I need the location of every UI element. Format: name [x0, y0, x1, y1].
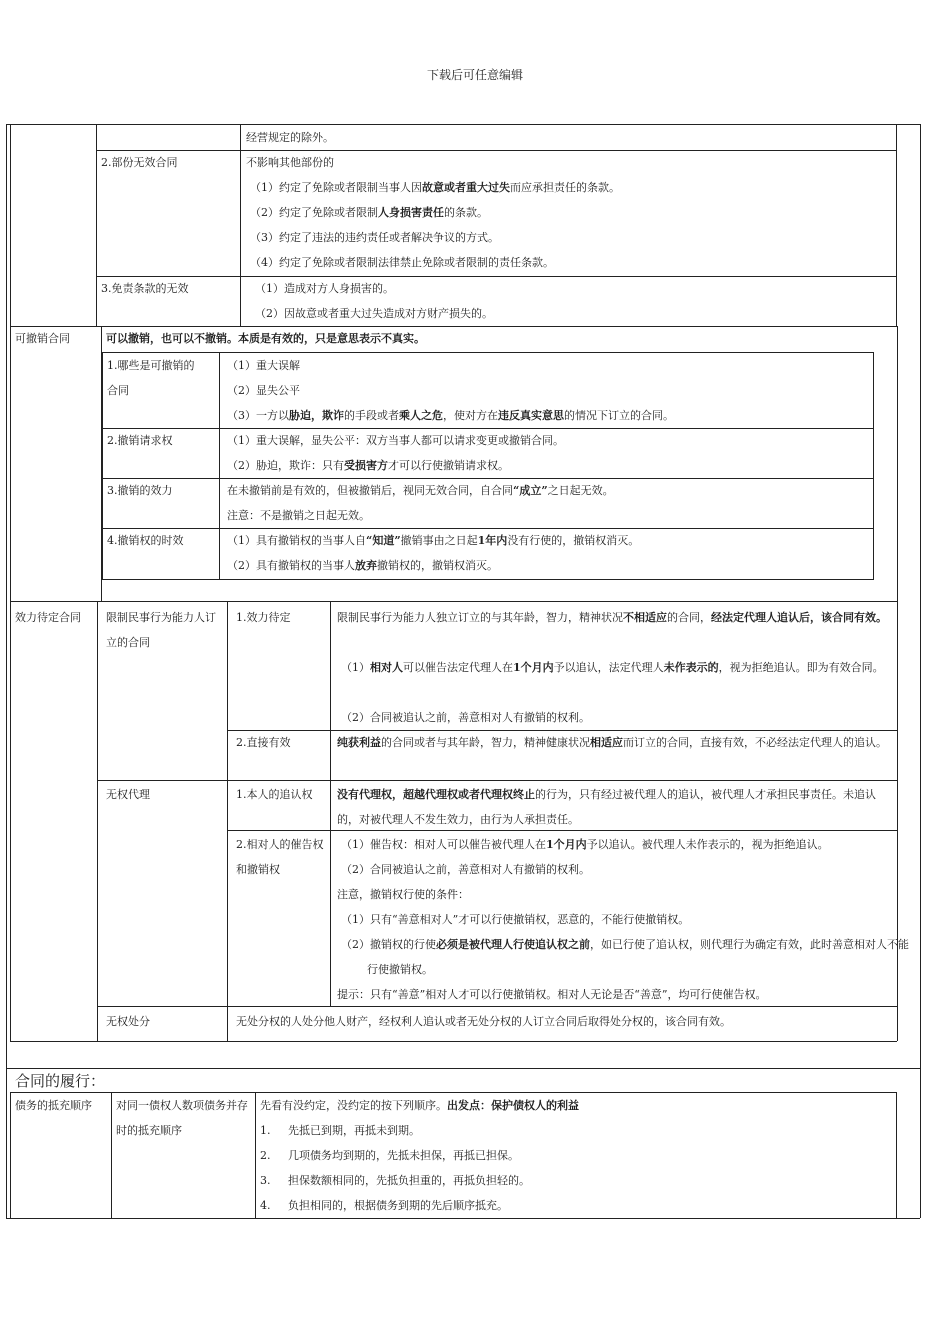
- pending-status-line: （2）合同被追认之前，善意相对人有撤销的权利。: [341, 711, 590, 724]
- revocable-r2-label: 2.撤销请求权: [107, 434, 173, 447]
- offset-item-text: 担保数额相同的，先抵负担重的，再抵负担轻的。: [288, 1174, 530, 1187]
- unauthorized-disposal-label: 无权处分: [106, 1015, 150, 1028]
- offset-item-number: 2.: [260, 1149, 271, 1162]
- col-divider: [111, 1092, 112, 1218]
- col-divider: [219, 352, 220, 580]
- pending-status-line: （1）相对人可以催告法定代理人在1个月内予以追认，法定代理人未作表示的，视为拒绝追认。即为有效合同。: [341, 661, 884, 674]
- demand-revoke-line: 注意，撤销权行使的条件：: [337, 888, 469, 901]
- partial-invalid-line: （3）约定了违法的违约责任或者解决争议的方式。: [250, 231, 499, 244]
- row-divider: [96, 150, 897, 151]
- revocable-r1-line: （2）显失公平: [227, 384, 300, 397]
- performance-heading: 合同的履行：: [15, 1072, 106, 1090]
- offset-item-number: 3.: [260, 1174, 271, 1187]
- col-divider: [240, 125, 241, 326]
- revocable-r2-line: （1）重大误解，显失公平：双方当事人都可以请求变更或撤销合同。: [227, 434, 564, 447]
- revocable-r4-line: （1）具有撤销权的当事人自“知道”撤销事由之日起1年内没有行使的，撤销权消灭。: [227, 534, 640, 547]
- revocable-r1-label: 1.哪些是可撤销的: [107, 359, 195, 372]
- limited-capacity-label: 限制民事行为能力人订立的合同: [106, 611, 216, 649]
- revocable-title: 可撤销合同: [15, 332, 70, 345]
- offset-order-label: 债务的抵充顺序: [15, 1099, 92, 1112]
- partial-invalid-line: 不影响其他部份的: [246, 156, 334, 169]
- demand-revoke-line: （1）催告权：相对人可以催告被代理人在1个月内予以追认。被代理人未作表示的，视为拒绝追认。: [341, 838, 829, 851]
- revocable-r1-line: （3）一方以胁迫，欺诈的手段或者乘人之危，使对方在违反真实意思的情况下订立的合同。: [227, 409, 674, 422]
- revocable-r1-label: 合同: [107, 384, 129, 397]
- row-divider: [10, 1041, 897, 1042]
- exemption-invalid-line: （2）因故意或者重大过失造成对方财产损失的。: [255, 307, 493, 320]
- directly-valid-label: 2.直接有效: [236, 736, 291, 749]
- col-divider: [255, 1092, 256, 1218]
- row-divider: [96, 276, 897, 277]
- demand-revoke-line: （2）合同被追认之前，善意相对人有撤销的权利。: [341, 863, 590, 876]
- unauthorized-disposal-line: 无处分权的人处分他人财产，经权利人追认或者无处分权的人订立合同后取得处分权的，该合同有效。: [236, 1015, 731, 1028]
- col-divider: [10, 601, 11, 1041]
- partial-invalid-line: （4）约定了免除或者限制法律禁止免除或者限制的责任条款。: [250, 256, 554, 269]
- col-divider: [97, 601, 98, 1041]
- demand-revoke-label: 2.相对人的催告权和撤销权: [236, 838, 324, 876]
- pending-status-line: 限制民事行为能力人独立订立的与其年龄，智力，精神状况不相适应的合同，经法定代理人追认后，该合同有效。: [337, 611, 887, 624]
- col-divider: [330, 601, 331, 1006]
- offset-item-number: 4.: [260, 1199, 271, 1212]
- offset-item-number: 1.: [260, 1124, 271, 1137]
- revocable-r4-label: 4.撤销权的时效: [107, 534, 184, 547]
- partial-invalid-line: （2）约定了免除或者限制人身损害责任的条款。: [250, 206, 488, 219]
- row-divider: [10, 601, 897, 602]
- row-divider: [97, 780, 897, 781]
- offset-order-desc: 对同一债权人数项债务并存时的抵充顺序: [116, 1099, 248, 1137]
- offset-item-text: 几项债务均到期的，先抵未担保，再抵已担保。: [288, 1149, 519, 1162]
- partial-invalid-label: 2.部份无效合同: [101, 156, 178, 169]
- ratification-right-label: 1.本人的追认权: [236, 788, 313, 801]
- revocable-r3-label: 3.撤销的效力: [107, 484, 173, 497]
- revocable-r3-line: 在未撤销前是有效的，但被撤销后，视同无效合同，自合同“成立”之日起无效。: [227, 484, 614, 497]
- exemption-invalid-line: （1）造成对方人身损害的。: [255, 282, 394, 295]
- offset-order-intro: 先看有没约定，没约定的按下列顺序。出发点：保护债权人的利益: [260, 1099, 579, 1112]
- revocable-r3-line: 注意：不是撤销之日起无效。: [227, 509, 370, 522]
- demand-revoke-line: （1）只有“善意相对人”才可以行使撤销权，恶意的，不能行使撤销权。: [341, 913, 690, 926]
- cell-text: 经营规定的除外。: [246, 131, 334, 144]
- pending-status-label: 1.效力待定: [236, 611, 291, 624]
- col-divider: [10, 326, 11, 601]
- section-divider: [6, 1068, 920, 1069]
- outer-bottom-border: [6, 1218, 920, 1219]
- col-divider: [897, 326, 898, 601]
- exemption-invalid-label: 3.免责条款的无效: [101, 282, 189, 295]
- col-divider: [96, 125, 97, 326]
- partial-invalid-line: （1）约定了免除或者限制当事人因故意或者重大过失而应承担责任的条款。: [250, 181, 620, 194]
- offset-item-text: 负担相同的，根据债务到期的先后顺序抵充。: [288, 1199, 508, 1212]
- pending-title: 效力待定合同: [15, 611, 81, 624]
- col-divider: [227, 601, 228, 1041]
- demand-revoke-line: （2）撤销权的行使必须是被代理人行使追认权之前，如已行使了追认权，则代理行为确定有效，此时善意相对人不能行使撤销权。: [341, 938, 909, 976]
- revocable-r2-line: （2）胁迫，欺诈：只有受损害方才可以行使撤销请求权。: [227, 459, 509, 472]
- page-header: 下载后可任意编辑: [426, 68, 523, 82]
- ratification-right-line: 没有代理权，超越代理权或者代理权终止的行为，只有经过被代理人的追认，被代理人才承担民事责任。未追认的，对被代理人不发生效力，由行为人承担责任。: [337, 788, 876, 826]
- revocable-r1-line: （1）重大误解: [227, 359, 300, 372]
- outer-right-border: [920, 124, 921, 1218]
- outer-left-border: [6, 124, 7, 1218]
- revocable-r4-line: （2）具有撤销权的当事人放弃撤销权的，撤销权消灭。: [227, 559, 498, 572]
- offset-item-text: 先抵已到期，再抵未到期。: [288, 1124, 420, 1137]
- demand-revoke-line: 提示：只有“善意”相对人才可以行使撤销权。相对人无论是否“善意”，均可行使催告权。: [337, 988, 767, 1001]
- unauthorized-agency-label: 无权代理: [106, 788, 150, 801]
- revocable-intro: 可以撤销，也可以不撤销。本质是有效的，只是意思表示不真实。: [106, 332, 425, 345]
- directly-valid-line: 纯获利益的合同或者与其年龄，智力，精神健康状况相适应而订立的合同，直接有效，不必经法定代理人的追认。: [337, 736, 887, 749]
